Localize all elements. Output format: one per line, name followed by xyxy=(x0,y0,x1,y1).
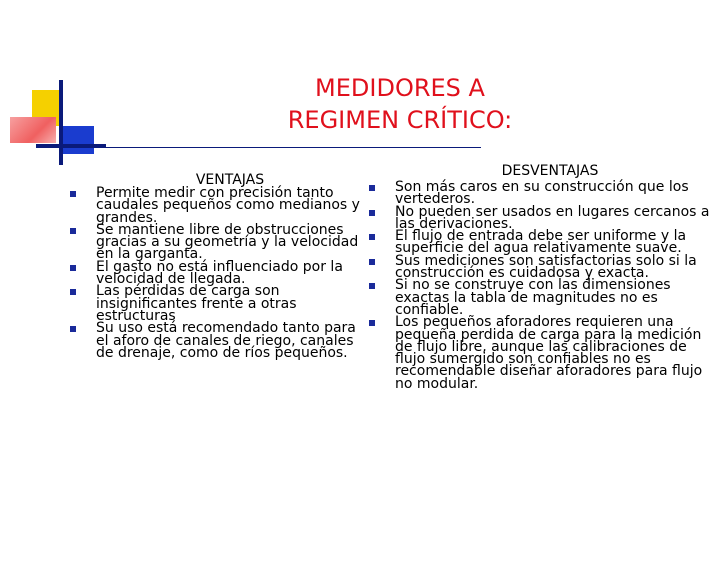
square-bullet-icon xyxy=(369,283,375,289)
list-item: Permite medir con precisión tanto caudales pequeños como medianos y grandes. xyxy=(70,187,360,224)
title-rule xyxy=(61,147,481,148)
list-item: Las pérdidas de carga son insignificantes frente a otras estructuras xyxy=(70,285,360,322)
square-bullet-icon xyxy=(70,265,76,271)
list-item: El flujo de entrada debe ser uniforme y la superficie del agua relativamente suave. xyxy=(369,230,717,255)
vertical-line xyxy=(59,80,63,165)
list-item: Su uso está recomendado tanto para el aforo de canales de riego, canales de drenaje, como de ríos pequeños. xyxy=(70,322,360,359)
slide-title xyxy=(240,72,560,136)
square-bullet-icon xyxy=(70,191,76,197)
square-bullet-icon xyxy=(70,228,76,234)
list-item: No pueden ser usados en lugares cercanos a las derivaciones. xyxy=(369,206,717,231)
desventajas-list xyxy=(369,181,717,390)
list-item: Sus mediciones son satisfactorias solo si la construcción es cuidadosa y exacta. xyxy=(369,255,717,280)
list-item: Se mantiene libre de obstrucciones gracias a su geometría y la velocidad en la garganta. xyxy=(70,224,360,261)
blue-square xyxy=(62,126,94,154)
title-line-2: REGIMEN CRÍTICO: xyxy=(287,106,513,134)
square-bullet-icon xyxy=(70,326,76,332)
square-bullet-icon xyxy=(369,320,375,326)
title-line-1: MEDIDORES A xyxy=(315,74,485,102)
square-bullet-icon xyxy=(369,259,375,265)
square-bullet-icon xyxy=(369,234,375,240)
list-item: Si no se construye con las dimensiones exactas la tabla de magnitudes no es confiable. xyxy=(369,279,717,316)
square-bullet-icon xyxy=(369,210,375,216)
ventajas-list xyxy=(70,187,360,359)
square-bullet-icon xyxy=(369,185,375,191)
ventajas-heading: VENTAJAS xyxy=(195,172,265,188)
square-bullet-icon xyxy=(70,289,76,295)
list-item: El gasto no está influenciado por la velocidad de llegada. xyxy=(70,261,360,286)
list-item: Los pequeños aforadores requieren una pequeña perdida de carga para la medición de flujo libre, aunque las calibraciones de flujo sumergido son confiables no es recomendable diseñar aforadores para flujo no modular. xyxy=(369,316,717,390)
list-item: Son más caros en su construcción que los vertederos. xyxy=(369,181,717,206)
red-square xyxy=(10,117,56,143)
desventajas-heading: DESVENTAJAS xyxy=(501,163,599,179)
